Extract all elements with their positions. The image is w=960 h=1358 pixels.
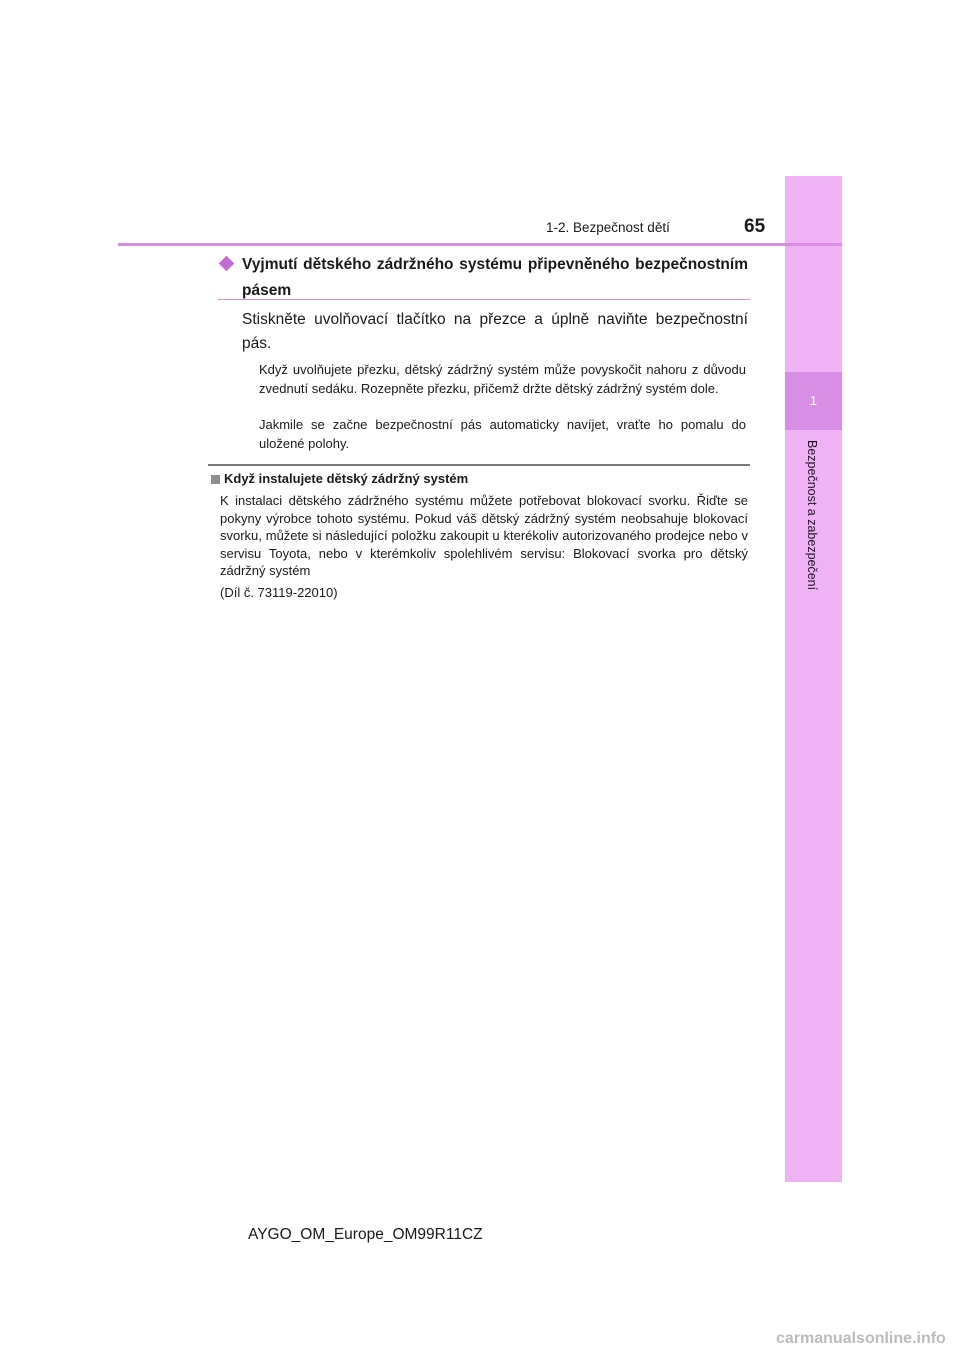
note-paragraph: Když uvolňujete přezku, dětský zádržný systém může povyskočit nahoru z důvodu zvednutí sedáku. Rozepněte přezku, přičemž držte dětský zádržný systém dole. (259, 362, 746, 396)
chapter-side-tab (785, 176, 842, 1182)
note-paragraph: Jakmile se začne bezpečnostní pás automaticky navíjet, vraťte ho pomalu do uložené polohy. (259, 417, 746, 451)
instruction-step: Stiskněte uvolňovací tlačítko na přezce a úplně naviňte bezpečnostní pás. (242, 311, 748, 352)
info-paragraph: K instalaci dětského zádržného systému můžete potřebovat blokovací svorku. Řiďte se pokyny výrobce tohoto systému. Pokud váš dětský zádržný systém neobsahuje blokovací svorku, můžete si následující položku zakoupit u kterékoliv autorizovaného prodejce nebo v servisu Toyota, nebo v kterémkoliv spolehlivém servisu: Blokovací svorka pro dětský zádržný systém (220, 493, 748, 578)
info-heading: Když instalujete dětský zádržný systém (224, 471, 469, 486)
header-rule (118, 243, 842, 246)
diamond-bullet-icon (219, 256, 235, 272)
page-number: 65 (744, 216, 766, 237)
subsection-heading: Vyjmutí dětského zádržného systému připevněného bezpečnostním pásem (242, 256, 748, 299)
chapter-label: Bezpečnost a zabezpečení (805, 440, 819, 591)
chapter-number: 1 (809, 393, 818, 408)
part-number: (Díl č. 73119-22010) (220, 585, 338, 600)
subsection-rule (218, 299, 750, 300)
document-code: AYGO_OM_Europe_OM99R11CZ (248, 1226, 483, 1243)
watermark: carmanualsonline.info (776, 1330, 946, 1347)
square-bullet-icon (211, 475, 220, 484)
section-title: 1-2. Bezpečnost dětí (546, 220, 670, 235)
section-divider (208, 464, 750, 466)
